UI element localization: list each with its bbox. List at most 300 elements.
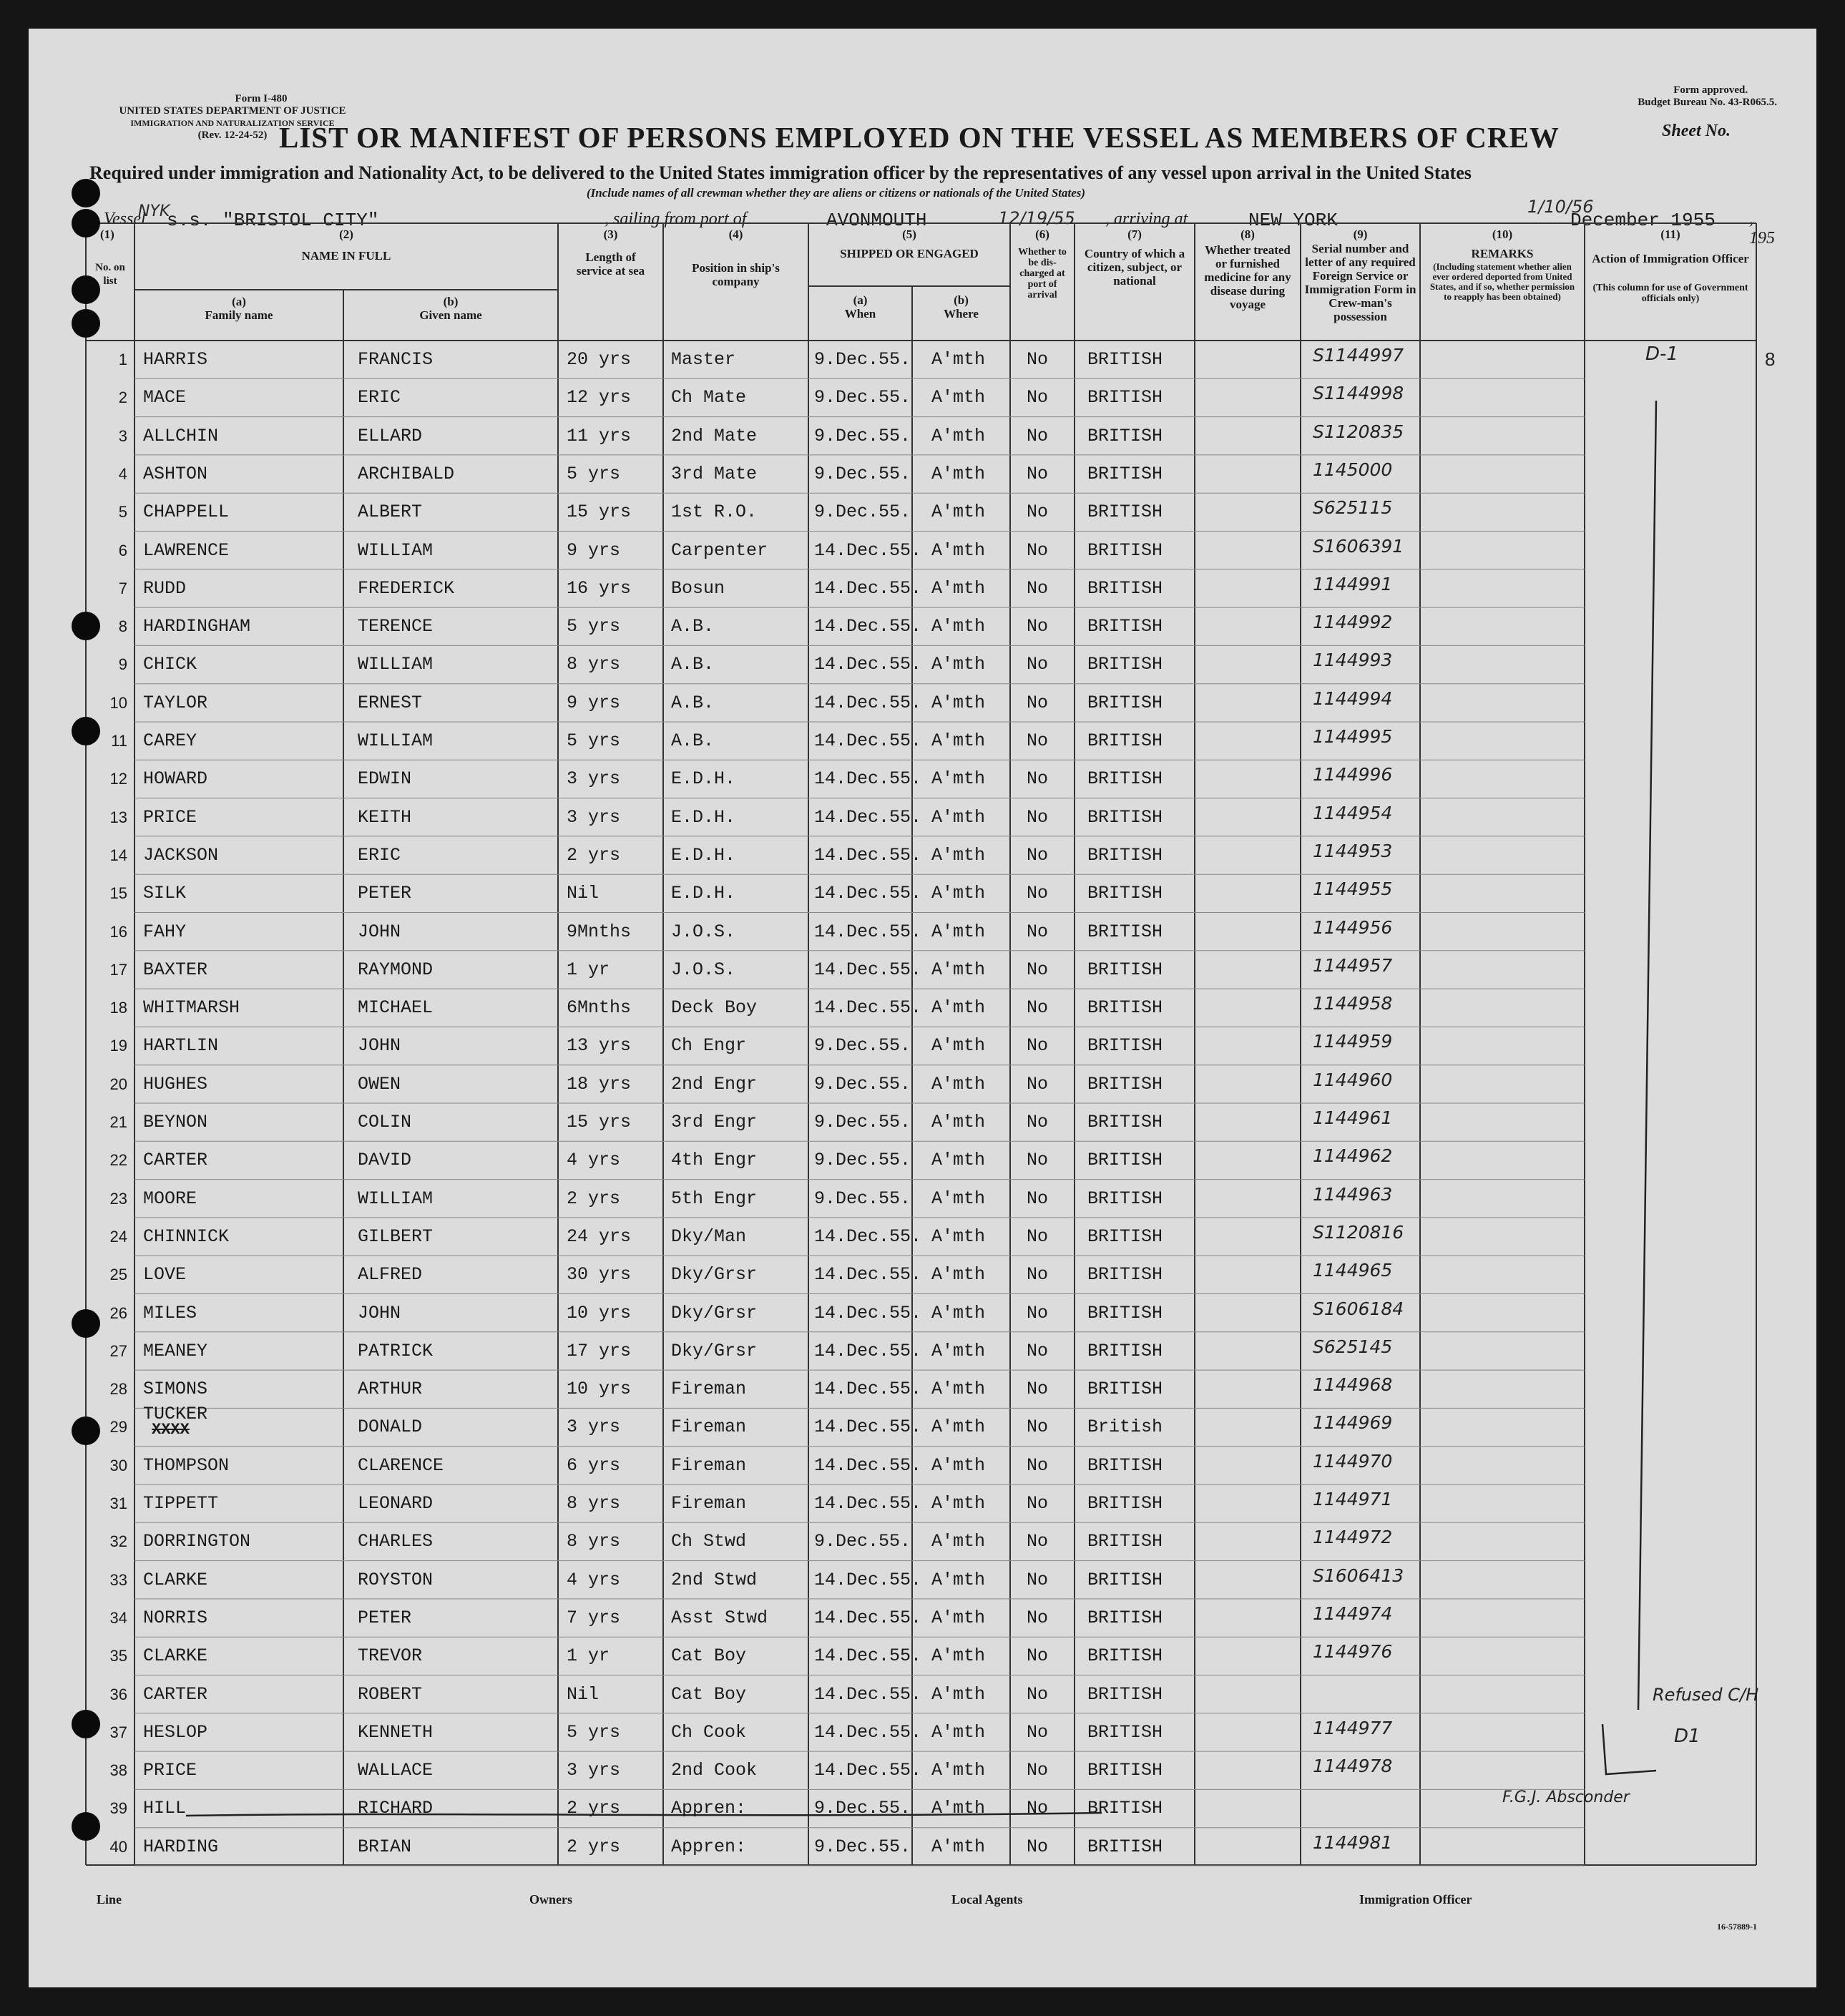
given-name-cell: JOHN [358,1035,401,1057]
country-cell: BRITISH [1087,501,1163,523]
shipped-where-cell: A'mth [931,1493,986,1514]
service-length-cell: 24 yrs [567,1225,632,1247]
shipped-where-cell: A'mth [931,539,986,561]
service-length-cell: 8 yrs [567,1493,621,1514]
discharged-cell: No [1027,616,1049,637]
discharged-cell: No [1027,844,1049,866]
row-number: 34 [109,1608,127,1627]
punch-hole [72,1416,100,1445]
country-cell: BRITISH [1087,1454,1163,1476]
row-number: 28 [109,1380,127,1399]
discharged-cell: No [1027,692,1049,713]
serial-number-cell: 1144958 [1313,993,1393,1014]
serial-number-cell: S1606413 [1313,1565,1404,1586]
discharged-cell: No [1027,1683,1049,1705]
manifest-sheet [29,29,1816,1987]
country-cell: BRITISH [1087,1798,1163,1819]
family-name-cell: BAXTER [143,959,208,980]
shipped-where-cell: A'mth [931,1531,986,1552]
shipped-when-cell: 14.Dec.55. [814,1683,922,1705]
shipped-when-cell: 9.Dec.55. [814,463,911,484]
discharged-cell: No [1027,1416,1049,1438]
given-name-cell: PATRICK [358,1340,434,1361]
position-cell: 2nd Mate [671,425,758,446]
col-2a-header: (a) Family name [205,295,273,322]
family-name-cell: CHINNICK [143,1225,230,1247]
row-number: 10 [109,693,127,712]
shipped-where-cell: A'mth [931,844,986,866]
position-cell: 2nd Cook [671,1760,758,1781]
row-number: 14 [109,846,127,864]
position-cell: E.D.H. [671,806,736,828]
position-cell: Ch Engr [671,1035,747,1057]
discharged-cell: No [1027,806,1049,828]
shipped-when-cell: 9.Dec.55. [814,387,911,408]
serial-number-cell: 1144971 [1313,1489,1393,1509]
given-name-cell: ERNEST [358,692,423,713]
footer-owners-label: Owners [529,1892,572,1907]
family-name-cell: HARDING [143,1836,219,1857]
row-number: 8 [118,617,127,636]
country-cell: BRITISH [1087,1302,1163,1323]
shipped-where-cell: A'mth [931,387,986,408]
row-number: 4 [118,464,127,483]
family-name-cell: CAREY [143,730,197,751]
position-cell: Dky/Grsr [671,1302,758,1323]
discharged-cell: No [1027,1645,1049,1667]
shipped-when-cell: 14.Dec.55. [814,616,922,637]
service-length-cell: 5 yrs [567,730,621,751]
row-number: 23 [109,1189,127,1208]
given-name-cell: ARTHUR [358,1379,423,1400]
row-number: 36 [109,1685,127,1703]
serial-number-cell: 1144977 [1313,1717,1393,1738]
approval-block [1638,84,1777,109]
country-cell: BRITISH [1087,616,1163,637]
service-length-cell: 6Mnths [567,997,632,1019]
position-cell: A.B. [671,616,715,637]
shipped-where-cell: A'mth [931,730,986,751]
family-name-cell: DORRINGTON [143,1531,251,1552]
position-cell: A.B. [671,654,715,675]
col-3-number: (3) [603,227,618,241]
discharged-cell: No [1027,1035,1049,1057]
service-length-cell: 2 yrs [567,844,621,866]
serial-number-cell: 1144956 [1313,916,1393,938]
position-cell: J.O.S. [671,959,736,980]
remark-absconder: F.G.J. Absconder [1502,1789,1630,1806]
col-2-number: (2) [339,227,353,241]
discharged-cell: No [1027,1760,1049,1781]
shipped-where-cell: A'mth [931,692,986,713]
shipped-where-cell: A'mth [931,1302,986,1323]
discharged-cell: No [1027,1302,1049,1323]
country-cell: BRITISH [1087,1493,1163,1514]
shipped-when-cell: 9.Dec.55. [814,1150,911,1171]
given-name-cell: RAYMOND [358,959,434,980]
vessel-hand-note: NYK [138,202,170,220]
discharged-cell: No [1027,1264,1049,1286]
service-length-cell: 10 yrs [567,1302,632,1323]
family-name-cell: WHITMARSH [143,997,240,1019]
shipped-when-cell: 9.Dec.55. [814,349,911,370]
shipped-when-cell: 9.Dec.55. [814,1112,911,1132]
shipped-when-cell: 9.Dec.55. [814,1035,911,1057]
family-name-cell: SILK [143,883,187,904]
footer-agents-label: Local Agents [951,1892,1023,1907]
shipped-where-cell: A'mth [931,616,986,637]
service-length-cell: 8 yrs [567,654,621,675]
row-number: 29 [109,1418,127,1437]
discharged-cell: No [1027,1569,1049,1590]
shipped-when-cell: 14.Dec.55. [814,1302,922,1323]
col-5-header: SHIPPED OR ENGAGED [840,247,979,260]
col-4-header: Position in ship's company [692,261,780,288]
shipped-where-cell: A'mth [931,768,986,790]
punch-hole [72,275,100,304]
discharged-cell: No [1027,1340,1049,1361]
include-note: (Include names of all crewman whether they are aliens or citizens or nationals of the United States) [587,186,1086,200]
family-name-cell: ASHTON [143,463,208,484]
col-4-number: (4) [728,227,743,241]
row-number: 12 [109,770,127,788]
position-cell: Dky/Grsr [671,1340,758,1361]
discharged-cell: No [1027,349,1049,370]
country-cell: BRITISH [1087,539,1163,561]
officer-mark: D-1 [1645,343,1678,365]
service-length-cell: 10 yrs [567,1379,632,1400]
discharged-cell: No [1027,387,1049,408]
row-number: 18 [109,999,127,1017]
family-name-cell: TUCKER [143,1404,208,1425]
country-cell: BRITISH [1087,1721,1163,1743]
row-number: 39 [109,1799,127,1818]
service-length-cell: 2 yrs [567,1798,621,1819]
service-length-cell: 9 yrs [567,539,621,561]
shipped-where-cell: A'mth [931,425,986,446]
country-cell: BRITISH [1087,1340,1163,1361]
row-number: 30 [109,1456,127,1474]
punch-hole [72,612,100,640]
family-name-cell: LOVE [143,1264,187,1286]
row-number: 15 [109,884,127,903]
discharged-cell: No [1027,921,1049,942]
country-cell: BRITISH [1087,1112,1163,1132]
shipped-when-cell: 14.Dec.55. [814,806,922,828]
service-length-cell: 3 yrs [567,768,621,790]
punch-hole [72,1710,100,1738]
family-name-cell: PRICE [143,806,197,828]
shipped-when-cell: 14.Dec.55. [814,577,922,599]
shipped-when-cell: 14.Dec.55. [814,654,922,675]
position-cell: A.B. [671,730,715,751]
country-cell: BRITISH [1087,1225,1163,1247]
service-length-cell: 1 yr [567,1645,610,1667]
row-number: 26 [109,1303,127,1322]
country-cell: BRITISH [1087,883,1163,904]
country-cell: BRITISH [1087,1569,1163,1590]
family-name-cell: SIMONS [143,1379,208,1400]
family-name-cell: HESLOP [143,1721,208,1743]
family-name-cell: CLARKE [143,1645,208,1667]
family-name-cell: NORRIS [143,1607,208,1628]
country-cell: BRITISH [1087,463,1163,484]
discharged-cell: No [1027,654,1049,675]
row-number: 6 [118,541,127,559]
row-number: 27 [109,1341,127,1360]
service-length-cell: 3 yrs [567,1760,621,1781]
row-number: 1 [118,351,127,368]
punch-hole [72,179,100,207]
row-number: 5 [118,503,127,522]
punch-hole [72,1812,100,1841]
row-number: 7 [118,579,127,597]
shipped-where-cell: A'mth [931,1225,986,1247]
shipped-where-cell: A'mth [931,1416,986,1438]
given-name-cell: ELLARD [358,425,423,446]
serial-number-cell: S1606184 [1313,1298,1404,1319]
given-name-cell: EDWIN [358,768,412,790]
footer-line-label: Line [97,1892,122,1907]
serial-number-cell: 1144995 [1313,726,1393,747]
service-length-cell: 13 yrs [567,1035,632,1057]
given-name-cell: ALFRED [358,1264,423,1286]
serial-number-cell: 1144992 [1313,612,1393,633]
serial-number-cell: 1144970 [1313,1450,1393,1472]
page-title: LIST OR MANIFEST OF PERSONS EMPLOYED ON THE VESSEL AS MEMBERS OF CREW [279,121,1560,154]
shipped-where-cell: A'mth [931,577,986,599]
service-length-cell: 30 yrs [567,1264,632,1286]
row-number: 17 [109,960,127,979]
family-name-cell: HARTLIN [143,1035,219,1057]
service-length-cell: 2 yrs [567,1836,621,1857]
shipped-when-cell: 14.Dec.55. [814,1760,922,1781]
serial-number-cell: 1144996 [1313,764,1393,786]
family-name-cell: THOMPSON [143,1454,230,1476]
shipped-where-cell: A'mth [931,1379,986,1400]
col-7-number: (7) [1127,227,1142,241]
col-6-header: Whether to be dis-charged at port of arrival [1018,247,1067,300]
country-cell: British [1087,1416,1163,1438]
family-name-cell: CLARKE [143,1569,208,1590]
discharged-cell: No [1027,463,1049,484]
family-name-cell: RUDD [143,577,187,599]
family-name-cell: CARTER [143,1683,208,1705]
service-length-cell: 1 yr [567,959,610,980]
position-cell: 1st R.O. [671,501,758,523]
serial-number-cell: S1120835 [1313,421,1404,442]
discharged-cell: No [1027,883,1049,904]
country-cell: BRITISH [1087,806,1163,828]
department-name: UNITED STATES DEPARTMENT OF JUSTICE [119,105,346,117]
punch-hole [72,309,100,338]
position-cell: Ch Mate [671,387,747,408]
approval-line-1: Form approved. [1673,84,1748,96]
serial-number-cell: 1144965 [1313,1260,1393,1281]
family-name-cell: MACE [143,387,187,408]
serial-number-cell: 1144993 [1313,650,1393,671]
row-number: 21 [109,1113,127,1131]
position-cell: 3rd Mate [671,463,758,484]
row-number: 40 [109,1837,127,1856]
service-length-cell: 9Mnths [567,921,632,942]
shipped-where-cell: A'mth [931,463,986,484]
service-length-cell: 20 yrs [567,349,632,370]
family-name-cell: HILL [143,1798,187,1819]
discharged-cell: No [1027,1454,1049,1476]
serial-number-cell: 1144963 [1313,1183,1393,1205]
col-3-header: Length of service at sea [576,250,645,278]
given-name-cell: GILBERT [358,1225,434,1247]
given-name-cell: TREVOR [358,1645,423,1667]
discharged-cell: No [1027,1150,1049,1171]
side-page-number: 8 [1765,348,1776,370]
serial-number-cell: 1144955 [1313,879,1393,900]
country-cell: BRITISH [1087,921,1163,942]
service-length-cell: 6 yrs [567,1454,621,1476]
row-number: 16 [109,922,127,941]
serial-number-cell: S1606391 [1313,535,1404,557]
shipped-when-cell: 14.Dec.55. [814,539,922,561]
serial-number-cell: 1144969 [1313,1412,1393,1434]
row-number: 35 [109,1647,127,1665]
service-length-cell: 3 yrs [567,806,621,828]
hand-date-1: 12/19/55 [998,208,1075,228]
row-number: 20 [109,1075,127,1093]
position-cell: Ch Stwd [671,1531,747,1552]
shipped-where-cell: A'mth [931,806,986,828]
serial-number-cell: 1144976 [1313,1641,1393,1663]
shipped-when-cell: 14.Dec.55. [814,1645,922,1667]
col-9-header: Serial number and letter of any required Foreign Service or Immigration Form in Crew-man's possession [1304,242,1416,323]
sheet-number-label: Sheet No. [1662,122,1731,140]
given-name-cell: OWEN [358,1073,401,1095]
family-name-cell: HARDINGHAM [143,616,251,637]
country-cell: BRITISH [1087,692,1163,713]
country-cell: BRITISH [1087,1760,1163,1781]
shipped-where-cell: A'mth [931,1683,986,1705]
given-name-cell: FRANCIS [358,349,434,370]
serial-number-cell: 1144981 [1313,1831,1393,1853]
country-cell: BRITISH [1087,959,1163,980]
shipped-where-cell: A'mth [931,1112,986,1132]
shipped-when-cell: 9.Dec.55. [814,1836,911,1857]
shipped-where-cell: A'mth [931,883,986,904]
shipped-where-cell: A'mth [931,1836,986,1857]
service-length-cell: 15 yrs [567,501,632,523]
row-number: 24 [109,1227,127,1246]
serial-number-cell: 1144991 [1313,573,1393,594]
serial-number-cell: 1144978 [1313,1756,1393,1777]
service-length-cell: 7 yrs [567,1607,621,1628]
col-8-number: (8) [1240,227,1255,241]
sailing-label: , sailing from port of [605,210,747,228]
discharged-cell: No [1027,1379,1049,1400]
row-number: 31 [109,1494,127,1512]
service-length-cell: 5 yrs [567,1721,621,1743]
shipped-when-cell: 14.Dec.55. [814,921,922,942]
discharged-cell: No [1027,997,1049,1019]
serial-number-cell: S625145 [1313,1336,1393,1357]
given-name-cell: KENNETH [358,1721,434,1743]
position-cell: Fireman [671,1493,747,1514]
family-name-cell: TIPPETT [143,1493,219,1514]
row-number: 3 [118,426,127,445]
shipped-when-cell: 14.Dec.55. [814,768,922,790]
family-name-cell: MEANEY [143,1340,208,1361]
shipped-where-cell: A'mth [931,349,986,370]
shipped-when-cell: 14.Dec.55. [814,1569,922,1590]
country-cell: BRITISH [1087,1645,1163,1667]
given-name-cell: WILLIAM [358,539,434,561]
given-name-cell: ERIC [358,844,401,866]
family-name-cell: PRICE [143,1760,197,1781]
approval-line-2: Budget Bureau No. 43-R065.5. [1638,97,1777,108]
country-cell: BRITISH [1087,654,1163,675]
serial-number-cell: 1144961 [1313,1107,1393,1128]
service-length-cell: Nil [567,883,599,904]
discharged-cell: No [1027,1073,1049,1095]
serial-number-cell: 1144960 [1313,1069,1393,1090]
shipped-where-cell: A'mth [931,654,986,675]
discharged-cell: No [1027,501,1049,523]
serial-number-cell: 1144972 [1313,1527,1393,1548]
shipped-where-cell: A'mth [931,921,986,942]
given-name-cell: DAVID [358,1150,412,1171]
row-number: 19 [109,1037,127,1055]
col-5a-header: (a) When [844,293,876,320]
print-code: 16-57889-1 [1717,1922,1757,1932]
discharged-cell: No [1027,1531,1049,1552]
serial-number-cell: S1144998 [1313,383,1404,404]
position-cell: Fireman [671,1454,747,1476]
col-1-header: No. on list [95,262,125,287]
col-11-number: (11) [1660,227,1680,241]
discharged-cell: No [1027,959,1049,980]
position-cell: Cat Boy [671,1645,747,1667]
given-name-cell: ERIC [358,387,401,408]
discharged-cell: No [1027,1607,1049,1628]
discharged-cell: No [1027,1493,1049,1514]
col-11-note: (This column for use of Government officials only) [1592,283,1748,304]
service-length-cell: 18 yrs [567,1073,632,1095]
shipped-when-cell: 14.Dec.55. [814,883,922,904]
row-number: 11 [111,732,127,750]
shipped-where-cell: A'mth [931,1645,986,1667]
service-length-cell: 4 yrs [567,1569,621,1590]
arriving-label: , arriving at [1105,210,1188,228]
col-10-note: (Including statement whether alien ever ordered deported from United States, and if so, whether permission to reapply has been obtained) [1429,261,1575,302]
family-name-cell: CARTER [143,1150,208,1171]
col-10-number: (10) [1492,227,1513,241]
country-cell: BRITISH [1087,768,1163,790]
row-number: 33 [109,1570,127,1589]
year-label: , 195 [1749,210,1775,248]
service-length-cell: 3 yrs [567,1416,621,1438]
serial-number-cell: 1144959 [1313,1031,1393,1052]
serial-number-cell: 1144953 [1313,840,1393,861]
shipped-when-cell: 14.Dec.55. [814,1264,922,1286]
given-name-cell: RICHARD [358,1798,434,1819]
given-name-cell: PETER [358,1607,412,1628]
country-cell: BRITISH [1087,730,1163,751]
service-length-cell: 5 yrs [567,616,621,637]
family-name-cell: HOWARD [143,768,208,790]
remark-d1: D1 [1674,1726,1700,1747]
discharged-cell: No [1027,730,1049,751]
given-name-cell: WILLIAM [358,654,434,675]
punch-hole [72,1309,100,1338]
